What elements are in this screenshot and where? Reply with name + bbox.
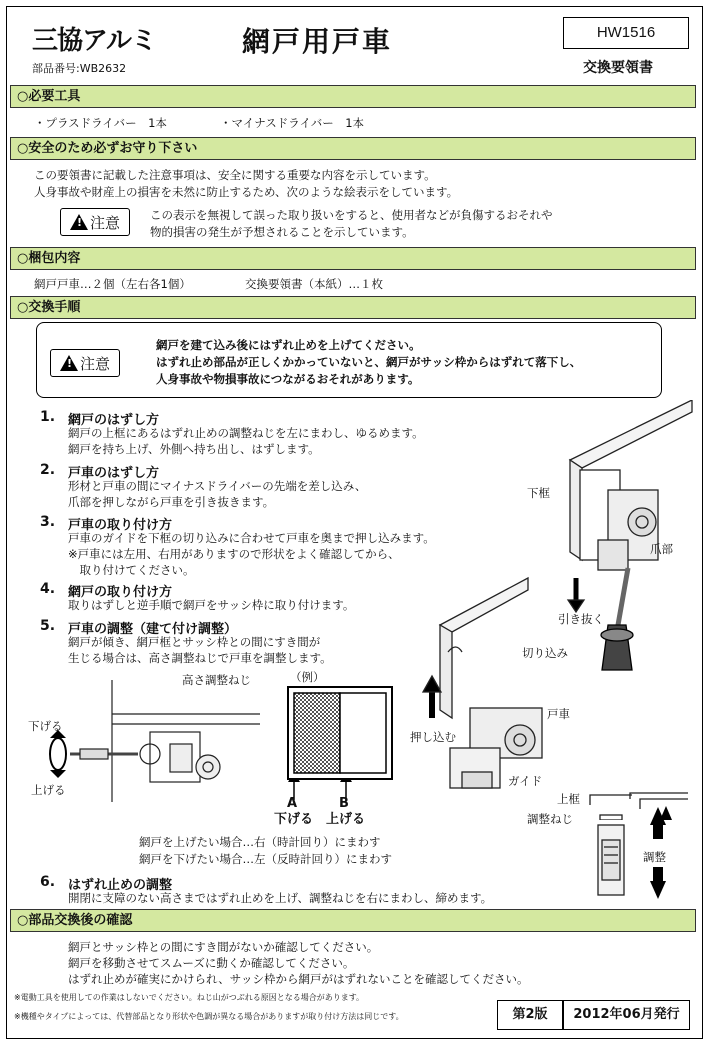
brand-logo: 三協アルミ xyxy=(32,26,156,56)
step-5-number: 5. xyxy=(40,618,56,634)
label-tsumebu: 爪部 xyxy=(650,542,673,556)
check-line-3: はずれ止めが確実にかけられ、サッシ枠から網戸がはずれないことを確認してください。 xyxy=(68,972,529,986)
check-line-1: 網戸とサッシ枠との間にすき間がないか確認してください。 xyxy=(68,940,379,954)
caution-badge xyxy=(60,208,130,236)
edition-box: 第2版 xyxy=(497,1000,563,1030)
label-b-ageru: 上げる xyxy=(326,812,366,827)
label-chousei-neji: 調整ねじ xyxy=(527,812,573,826)
footnote-2: ※機種やタイプによっては、代替部品となり形状や色調が異なる場合がありますが取り付け方法は同じです。 xyxy=(14,1012,404,1021)
label-kamigamachi: 上框 xyxy=(557,792,580,806)
step-1-line-1: 網戸の上框にあるはずれ止めの調整ねじを左にまわし、ゆるめます。 xyxy=(68,426,424,440)
document-type: 交換要領書 xyxy=(583,60,653,76)
step-2-line-1: 形材と戸車の間にマイナスドライバーの先端を差し込み、 xyxy=(68,479,367,493)
label-a-sageru: 下げる xyxy=(274,812,314,827)
section-safety: ○安全のため必ずお守り下さい xyxy=(10,137,696,160)
step-5-title: 戸車の調整（建て付け調整） xyxy=(68,622,238,637)
warning-line-1: 網戸を建て込み後にはずれ止めを上げてください。 xyxy=(156,338,421,352)
footnote-1: ※電動工具を使用しての作業はしないでください。ねじ山がつぶれる原因となる場合があります。 xyxy=(14,993,365,1002)
label-shimogamachi: 下框 xyxy=(527,486,550,500)
roller-replacement-diagram xyxy=(410,400,700,820)
section-procedure: ○交換手順 xyxy=(10,296,696,319)
safety-line-1: この要領書に記載した注意事項は、安全に関する重要な内容を示しています。 xyxy=(34,168,436,182)
section-package: ○梱包内容 xyxy=(10,247,696,270)
label-rei: （例） xyxy=(290,670,325,684)
step-5-line-1: 網戸が傾き、網戸框とサッシ枠との間にすき間が xyxy=(68,635,321,649)
label-chousei: 調整 xyxy=(643,850,666,864)
step-6-title: はずれ止めの調整 xyxy=(68,878,173,893)
adjust-note-down: 網戸を下げたい場合…左（反時計回り）にまわす xyxy=(139,852,392,866)
section-tools: ○必要工具 xyxy=(10,85,696,108)
label-hikinuku: 引き抜く xyxy=(558,612,604,626)
step-6-number: 6. xyxy=(40,874,56,890)
step-5-line-2: 生じる場合は、高さ調整ねじで戸車を調整します。 xyxy=(68,651,332,665)
step-6-line-1: 開閉に支障のない高さまではずれ止めを上げ、調整ねじを右にまわし、締めます。 xyxy=(68,891,493,905)
label-guide: ガイド xyxy=(508,774,543,788)
step-1-title: 網戸のはずし方 xyxy=(68,413,160,428)
adjust-note-up: 網戸を上げたい場合…右（時計回り）にまわす xyxy=(139,835,381,849)
tool-item-2: ・マイナスドライバー 1本 xyxy=(220,116,365,130)
package-item-1: 網戸戸車…２個（左右各1個） xyxy=(34,277,191,291)
step-4-number: 4. xyxy=(40,581,56,597)
step-1-number: 1. xyxy=(40,409,56,425)
step-3-title: 戸車の取り付け方 xyxy=(68,518,173,533)
window-example-diagram xyxy=(286,685,396,785)
page-title: 網戸用戸車 xyxy=(242,25,393,58)
section-check: ○部品交換後の確認 xyxy=(10,909,696,932)
step-2-title: 戸車のはずし方 xyxy=(68,466,160,481)
tool-item-1: ・プラスドライバー 1本 xyxy=(34,116,167,130)
caution-badge-label: 注意 xyxy=(89,213,120,232)
step-3-line-1: 戸車のガイドを下框の切り込みに合わせて戸車を奥まで押し込みます。 xyxy=(68,531,435,545)
safety-desc-2: 物的損害の発生が予想されることを示しています。 xyxy=(150,225,414,239)
package-item-2: 交換要領書（本紙）…１枚 xyxy=(245,277,383,291)
product-code: HW1516 xyxy=(563,17,689,49)
step-2-number: 2. xyxy=(40,462,56,478)
label-sageru: 下げる xyxy=(28,719,63,733)
label-takasa-neji: 高さ調整ねじ xyxy=(182,673,251,687)
safety-line-2: 人身事故や財産上の損害を未然に防止するため、次のような絵表示をしています。 xyxy=(34,185,459,199)
date-box: 2012年06月発行 xyxy=(563,1000,690,1030)
label-b: B xyxy=(339,796,349,811)
check-line-2: 網戸を移動させてスムーズに動くか確認してください。 xyxy=(68,956,355,970)
label-tosha: 戸車 xyxy=(547,707,570,721)
warning-line-2: はずれ止め部品が正しくかかっていないと、網戸がサッシ枠からはずれて落下し、 xyxy=(156,355,582,369)
step-2-line-2: 爪部を押しながら戸車を引き抜きます。 xyxy=(68,495,275,509)
label-ageru: 上げる xyxy=(31,783,66,797)
warning-caution-badge xyxy=(50,349,120,377)
step-4-title: 網戸の取り付け方 xyxy=(68,585,173,600)
warning-triangle-icon xyxy=(60,355,78,371)
step-3-line-2: ※戸車には左用、右用がありますので形状をよく確認してから、 xyxy=(68,547,400,561)
step-1-line-2: 網戸を持ち上げ、外側へ持ち出し、はずします。 xyxy=(68,442,320,456)
label-kirikomi: 切り込み xyxy=(522,646,568,660)
step-3-line-3: 取り付けてください。 xyxy=(68,563,195,577)
warning-line-3: 人身事故や物損事故につながるおそれがあります。 xyxy=(156,372,420,386)
safety-desc-1: この表示を無視して誤った取り扱いをすると、使用者などが負傷するおそれや xyxy=(150,208,553,222)
step-3-number: 3. xyxy=(40,514,56,530)
part-number: 部品番号:WB2632 xyxy=(32,62,127,75)
adjusting-screw-diagram xyxy=(590,785,690,905)
label-a: A xyxy=(287,796,298,811)
step-4-line-1: 取りはずしと逆手順で網戸をサッシ枠に取り付けます。 xyxy=(68,598,355,612)
warning-badge-label: 注意 xyxy=(79,354,110,373)
label-oshikomu: 押し込む xyxy=(410,730,456,744)
warning-triangle-icon xyxy=(70,214,88,230)
